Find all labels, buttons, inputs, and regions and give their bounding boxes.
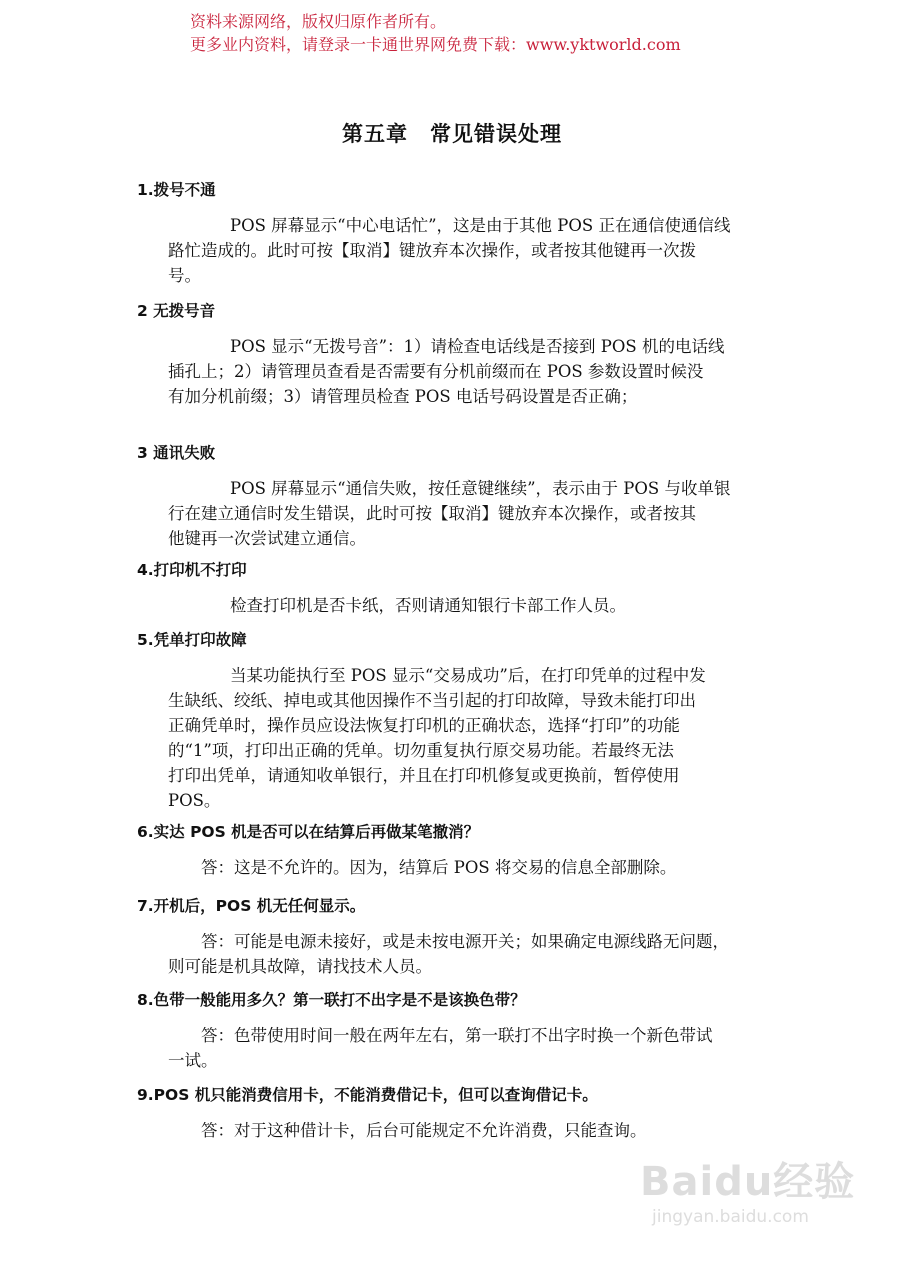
body-line: POS 屏幕显示“通信失败，按任意键继续”，表示由于 POS 与收单银 xyxy=(230,479,731,498)
body-line: 答：这是不允许的。因为，结算后 POS 将交易的信息全部删除。 xyxy=(201,858,677,877)
body-line: POS 屏幕显示“中心电话忙”，这是由于其他 POS 正在通信使通信线 xyxy=(230,216,731,235)
section-body xyxy=(137,1023,777,1073)
section-body xyxy=(137,663,777,813)
body-line: 一试。 xyxy=(168,1051,218,1070)
section xyxy=(137,179,777,288)
source-notice-line-1: 资料来源网络，版权归原作者所有。 xyxy=(190,12,447,31)
body-line: POS 显示“无拨号音”：1）请检查电话线是否接到 POS 机的电话线 xyxy=(230,337,725,356)
body-line: 有加分机前缀；3）请管理员检查 POS 电话号码设置是否正确； xyxy=(168,387,638,406)
chapter-title: 第五章 常见错误处理 xyxy=(342,122,562,146)
baidu-watermark xyxy=(640,1150,855,1227)
section xyxy=(137,559,777,618)
section xyxy=(137,989,777,1073)
section-heading: 1.拨号不通 xyxy=(137,181,216,199)
section xyxy=(137,821,777,880)
body-line: 当某功能执行至 POS 显示“交易成功”后，在打印凭单的过程中发 xyxy=(230,666,706,685)
body-line: 答：色带使用时间一般在两年左右，第一联打不出字时换一个新色带试 xyxy=(201,1026,713,1045)
body-line: 行在建立通信时发生错误，此时可按【取消】键放弃本次操作，或者按其 xyxy=(168,504,696,523)
body-line: 检查打印机是否卡纸，否则请通知银行卡部工作人员。 xyxy=(230,596,626,615)
body-line: POS。 xyxy=(168,791,221,810)
body-line: 的“1”项，打印出正确的凭单。切勿重复执行原交易功能。若最终无法 xyxy=(168,741,674,760)
section-body xyxy=(137,334,777,409)
section xyxy=(137,442,777,551)
section-heading: 5.凭单打印故障 xyxy=(137,631,247,649)
body-line: 正确凭单时，操作员应设法恢复打印机的正确状态，选择“打印”的功能 xyxy=(168,716,680,735)
source-notice-line-2: 更多业内资料，请登录一卡通世界网免费下载：www.yktworld.com xyxy=(190,35,681,54)
body-line: 号。 xyxy=(168,266,201,285)
section-heading: 3 通讯失败 xyxy=(137,444,216,462)
body-line: 他键再一次尝试建立通信。 xyxy=(168,529,366,548)
section-heading: 4.打印机不打印 xyxy=(137,561,247,579)
section-body xyxy=(137,213,777,288)
body-line: 路忙造成的。此时可按【取消】键放弃本次操作，或者按其他键再一次拨 xyxy=(168,241,696,260)
section-body xyxy=(137,1118,777,1143)
body-line: 插孔上；2）请管理员查看是否需要有分机前缀而在 POS 参数设置时候没 xyxy=(168,362,704,381)
section-heading: 6.实达 POS 机是否可以在结算后再做某笔撤消？ xyxy=(137,823,480,841)
section xyxy=(137,895,777,979)
watermark-brand: Baidu经验 xyxy=(640,1159,856,1205)
section xyxy=(137,1084,777,1143)
watermark-url: jingyan.baidu.com xyxy=(652,1207,809,1227)
body-line: 答：可能是电源未接好，或是未按电源开关；如果确定电源线路无问题， xyxy=(201,932,729,951)
body-line: 打印出凭单，请通知收单银行，并且在打印机修复或更换前，暂停使用 xyxy=(168,766,680,785)
body-line: 生缺纸、绞纸、掉电或其他因操作不当引起的打印故障，导致未能打印出 xyxy=(168,691,696,710)
section xyxy=(137,629,777,813)
body-line: 答：对于这种借计卡，后台可能规定不允许消费，只能查询。 xyxy=(201,1121,647,1140)
section-body xyxy=(137,855,777,880)
section-body xyxy=(137,476,777,551)
body-line: 则可能是机具故障，请找技术人员。 xyxy=(168,957,432,976)
section-heading: 8.色带一般能用多久？第一联打不出字是不是该换色带？ xyxy=(137,991,526,1009)
section xyxy=(137,300,777,409)
section-heading: 2 无拨号音 xyxy=(137,302,216,320)
section-body xyxy=(137,593,777,618)
section-heading: 9.POS 机只能消费信用卡，不能消费借记卡，但可以查询借记卡。 xyxy=(137,1086,598,1104)
section-body xyxy=(137,929,777,979)
section-heading: 7.开机后，POS 机无任何显示。 xyxy=(137,897,366,915)
